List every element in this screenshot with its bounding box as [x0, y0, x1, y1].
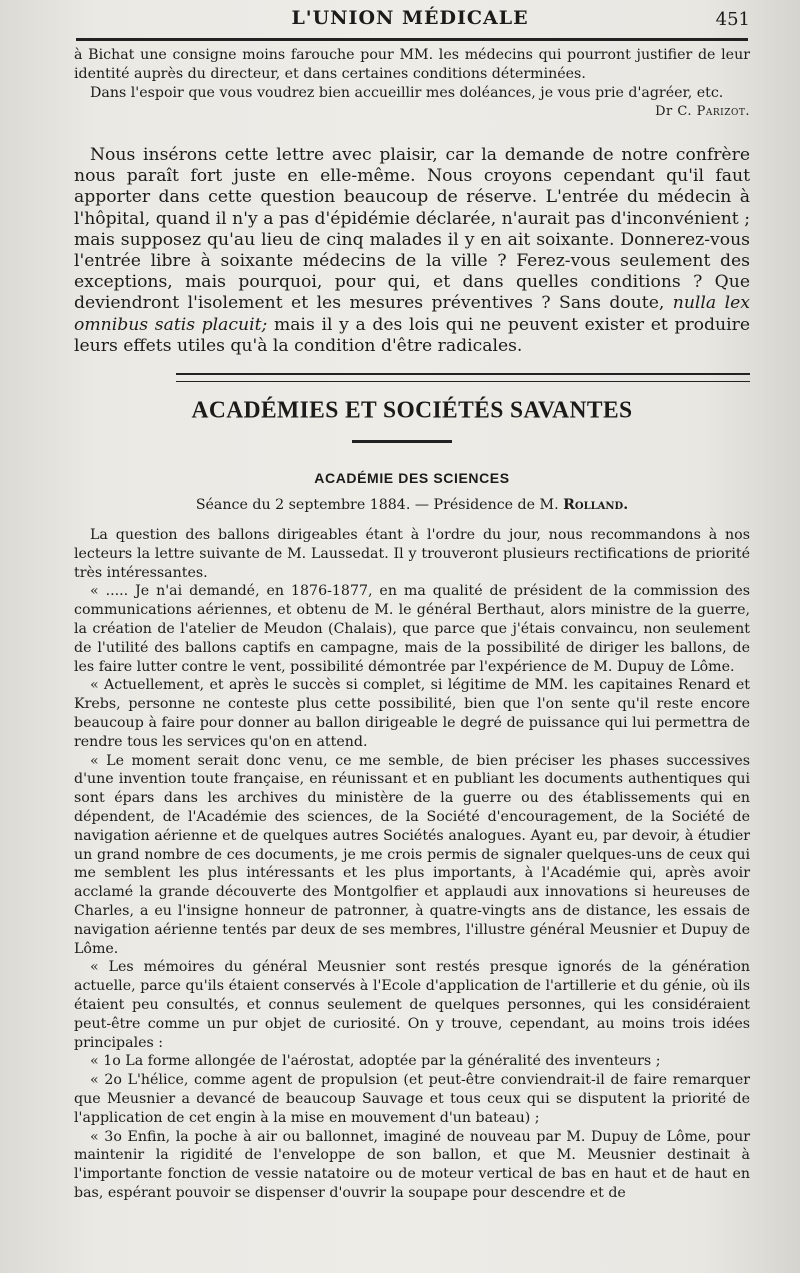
header-rule [76, 38, 748, 41]
session-line [74, 497, 750, 513]
body-paragraph: « 3o Enfin, la poche à air ou ballonnet, imaginé de nouveau par M. Dupuy de Lôme, pour maintenir la rigidité de l'enveloppe de son ballon, et que M. Meusnier destinait à l'importante fonction de vessie natatoire ou de moteur vertical de bas en haut et de haut en bas, espérant pouvoir se dispenser d'ouvrir la soupape pour descendre et de [74, 1128, 750, 1201]
section-separator [176, 373, 750, 382]
letter-closing: Dans l'espoir que vous voudrez bien accueillir mes doléances, je vous prie d'agréer, etc. [90, 84, 724, 101]
body-paragraph: « 2o L'hélice, comme agent de propulsion (et peut-être conviendrait-il de faire remarquer que Meusnier a devancé de beaucoup Sauvage et tous ceux qui se disputent la priorité de l'application de cet engin à la mise en mouvement d'un bateau) ; [74, 1072, 750, 1126]
body-paragraph: « Actuellement, et après le succès si complet, si légitime de MM. les capitaines Renard et Krebs, personne ne conteste plus cette possibilité, bien que l'on sente qu'il reste encore beaucoup à faire pour donner au ballon dirigeable le degré de puissance qui lui permettra de rendre tous les services qu'on en attend. [74, 677, 750, 750]
subsection-title: ACADÉMIE DES SCIENCES [314, 470, 510, 486]
latin-quote: nulla lex omnibus satis placuit; [74, 293, 750, 335]
letter-paragraph: à Bichat une consigne moins farouche pour MM. les médecins qui pourront justifier de leur identité auprès du directeur, et dans certaines conditions déterminées. [74, 47, 750, 82]
body-paragraph: La question des ballons dirigeables étant à l'ordre du jour, nous recommandons à nos lecteurs la lettre suivante de M. Laussedat. Il y trouveront plusieurs rectifications de priorité très intéressantes. [74, 527, 750, 581]
editorial-text: Nous insérons cette lettre avec plaisir, car la demande de notre confrère nous paraît fort juste en elle-même. Nous croyons cependant qu'il faut apporter dans cette question beaucoup de réserve. L'entrée du médecin à l'hôpital, quand il n'y a pas d'épidémie déclarée, n'aurait pas d'inconvénient ; mais supposez qu'au lieu de cinq malades il y en ait soixante. Donnerez-vous l'entrée libre à soixante médecins de la ville ? Ferez-vous seulement des exceptions, mais pourquoi, pour qui, et dans quelles conditions ? Que deviendront l'isolement et les mesures préventives ? Sans doute, [74, 145, 750, 314]
session-president: Rolland. [563, 497, 629, 513]
letter-ending [74, 46, 750, 119]
section-title: ACADÉMIES ET SOCIÉTÉS SAVANTES [191, 396, 633, 424]
body-paragraph: « ..... Je n'ai demandé, en 1876-1877, en ma qualité de président de la commission des communications aériennes, et obtenu de M. le général Berthaut, alors ministre de la guerre, la création de l'atelier de Meudon (Chalais), que parce que j'étais convaincu, non seulement de l'utilité des ballons captifs en campagne, mais de la possibilité de diriger les ballons, de les faire lutter contre le vent, possibilité démontrée par l'expérience de M. Dupuy de Lôme. [74, 583, 750, 675]
body-paragraph: « Le moment serait donc venu, ce me semble, de bien préciser les phases successives d'une invention toute française, en réunissant et en publiant les documents authentiques qui sont épars dans les archives du ministère de la guerre ou des établissements qui en dépendent, de l'Académie des sciences, de la Société d'encouragement, de la Société de navigation aérienne et de quelques autres Sociétés analogues. Ayant eu, par devoir, à étudier un grand nombre de ces documents, je me crois permis de signaler quelques-uns de ceux qui me semblent les plus intéressants et les plus importants, à l'Académie qui, après avoir acclamé la grande découverte des Montgolfier et applaudi aux innovations si heureuses de Charles, a eu l'insigne honneur de patronner, à quatre-vingts ans de distance, les essais de navigation aérienne tentés par deux de ses membres, l'illustre général Meusnier et Dupuy de Lôme. [74, 752, 750, 957]
running-title: L'UNION MÉDICALE [291, 7, 529, 29]
body-paragraph: « 1o La forme allongée de l'aérostat, adoptée par la généralité des inventeurs ; [90, 1053, 661, 1070]
signature-name: Parizot. [696, 104, 750, 120]
page-header [70, 4, 750, 34]
page-number: 451 [715, 9, 750, 30]
title-underline [352, 440, 452, 443]
editorial-paragraph [74, 145, 750, 357]
letter-signature [74, 104, 750, 119]
article-body [74, 526, 750, 1203]
editorial-note [74, 145, 750, 357]
body-paragraph: « Les mémoires du général Meusnier sont restés presque ignorés de la génération actuelle, parce qu'ils étaient conservés à l'Ecole d'application de l'artillerie et du génie, où ils étaient peu consultés, et connus seulement de quelques personnes, qui les considéraient peut-être comme un pur objet de curiosité. On y trouve, cependant, au moins trois idées principales : [74, 959, 750, 1051]
editorial-text-end: mais il y a des lois qui ne peuvent exister et produire leurs effets utiles qu'à la condition d'être radicales. [74, 314, 750, 356]
signature-title: Dr C. [655, 104, 697, 120]
session-text: Séance du 2 septembre 1884. — Présidence de M. [195, 497, 564, 513]
